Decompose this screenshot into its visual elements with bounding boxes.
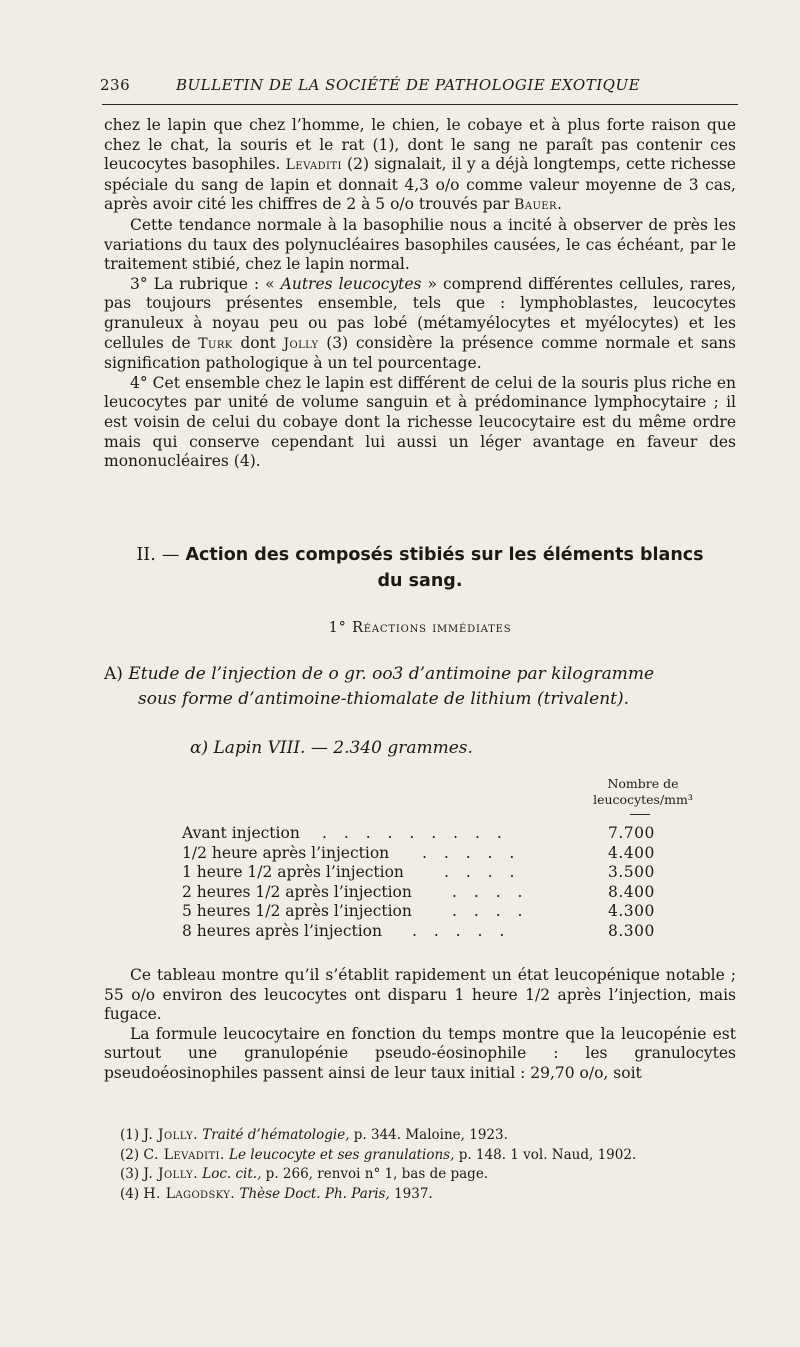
dot-leaders: . . . . .: [412, 921, 511, 940]
rabbit-heading: α) Lapin VIII. — 2.340 grammes.: [190, 738, 473, 758]
subsection-heading: [100, 620, 740, 636]
footnote: [120, 1146, 740, 1166]
footnote-details: p. 148. 1 vol. Naud, 1902.: [458, 1146, 637, 1163]
row-label: 1/2 heure après l’injection: [182, 843, 390, 862]
row-label: 8 heures après l’injection: [182, 921, 383, 940]
footnote-number: (1): [120, 1127, 140, 1143]
author-turk: Turk: [198, 335, 233, 352]
leucocyte-count: 4.300: [608, 902, 655, 921]
footnote: [120, 1165, 740, 1185]
footnote-author: H. Lagodsky.: [143, 1185, 236, 1202]
footnote-title: Traité d’hématologie,: [202, 1127, 350, 1143]
row-label: 2 heures 1/2 après l’injection: [182, 882, 412, 901]
leucocyte-count: 8.300: [608, 921, 655, 940]
footnote: [120, 1126, 740, 1146]
footnote: [120, 1185, 740, 1205]
body-text-top: [104, 116, 736, 472]
leucocyte-count: 4.400: [608, 843, 655, 862]
column-header-dash: [630, 814, 650, 815]
body-text-bottom: [104, 966, 736, 1084]
row-label: 5 heures 1/2 après l’injection: [182, 902, 412, 921]
leucocyte-count: 3.500: [608, 863, 655, 882]
subsection-title: Réactions immédiates: [352, 620, 512, 636]
dot-leaders: . . . .: [452, 902, 529, 921]
table-row: [182, 922, 682, 942]
section-title-line-1: Action des composés stibiés sur les éléments blancs: [185, 545, 704, 565]
footnote-number: (4): [120, 1185, 140, 1202]
author-levaditi: Levaditi: [285, 157, 342, 174]
footnote-title: Loc. cit.,: [202, 1166, 262, 1183]
part-a-letter: A): [104, 664, 123, 684]
table-row: [182, 863, 682, 883]
leucocyte-count: 8.400: [608, 882, 655, 901]
part-a-line-2: sous forme d’antimoine-thiomalate de lithium (trivalent).: [138, 689, 630, 709]
part-a-heading: [104, 662, 736, 712]
footnote-author: C. Levaditi.: [143, 1146, 225, 1163]
autres-leucocytes: Autres leucocytes: [280, 274, 422, 293]
dot-leaders: . . . . . . . . .: [322, 824, 508, 842]
section-number: II.: [136, 545, 156, 565]
leucocyte-count: 7.700: [608, 824, 655, 842]
rabbit-label: α) Lapin VIII.: [190, 738, 306, 758]
table-row: [182, 883, 682, 903]
dot-leaders: . . . .: [452, 882, 529, 901]
running-title: BULLETIN DE LA SOCIÉTÉ DE PATHOLOGIE EXOTIQUE: [176, 76, 641, 94]
footnote-number: (3): [120, 1166, 140, 1183]
footnote-title: Thèse Doct. Ph. Paris,: [239, 1185, 390, 1202]
dot-leaders: . . . .: [444, 863, 521, 882]
leucocyte-table: [182, 824, 682, 942]
footnote-number: (2): [120, 1146, 140, 1163]
section-title-line-2: du sang.: [377, 571, 463, 591]
footnote-details: 1937.: [394, 1185, 433, 1202]
table-row: [182, 844, 682, 864]
author-jolly: Jolly: [283, 335, 319, 352]
footnote-author: J. Jolly.: [143, 1127, 198, 1143]
footnote-details: p. 344. Maloine, 1923.: [353, 1127, 508, 1143]
subsection-number: 1°: [328, 620, 347, 636]
author-bauer: Bauer: [514, 197, 557, 214]
paragraph-6: La formule leucocytaire en fonction du temps montre que la leucopénie est surtout une granulopénie pseudo-éosinophile : les granulocytes pseudoéosinophiles passent ainsi de leur taux initial : 29,70 o/o, soit: [104, 1024, 736, 1082]
dot-leaders: . . . . .: [422, 843, 521, 862]
row-label: Avant injection: [182, 824, 300, 842]
footnote-details: p. 266, renvoi n° 1, bas de page.: [265, 1166, 489, 1183]
paragraph-1: chez le lapin que chez l’homme, le chien, le cobaye et à plus forte raison que chez le chat, la souris et le rat (1), dont le sang ne paraît pas contenir ces leucocytes basophiles. Levaditi (2) signalait, il y a déjà longtemps, cette richesse spéciale du sang de lapin et donnait 4,3 o/o comme valeur moyenne de 3 cas, après avoir cité les chiffres de 2 à 5 o/o trouvés par Bauer.: [104, 116, 736, 214]
footnote-title: Le leucocyte et ses granulations,: [229, 1146, 455, 1163]
rabbit-weight: 2.340 grammes.: [333, 738, 473, 758]
table-row: [182, 902, 682, 922]
paragraph-3: 3° La rubrique : « Autres leucocytes » comprend différentes cellules, rares, pas toujours présentes ensemble, tels que : lymphoblastes, leucocytes granuleux à noyau peu ou pas lobé (métamyélocytes et myélocytes) et les cellules de Turk dont Jolly (3) considère la présence comme normale et sans signification pathologique à un tel pourcentage.: [104, 274, 736, 373]
footnotes: [120, 1126, 740, 1204]
part-a-line-1: Etude de l’injection de o gr. oo3 d’antimoine par kilogramme: [128, 664, 655, 684]
table-column-header: Nombre de leucocytes/mm³: [593, 776, 693, 807]
row-label: 1 heure 1/2 après l’injection: [182, 863, 404, 882]
page-number: 236: [100, 76, 131, 94]
header-rule: [102, 104, 738, 105]
paragraph-4: 4° Cet ensemble chez le lapin est différent de celui de la souris plus riche en leucocytes par unité de volume sanguin et à prédominance lymphocytaire ; il est voisin de celui du cobaye dont la richesse leucocytaire est du même ordre mais qui conserve cependant lui aussi un léger avantage en faveur des mononucléaires (4).: [104, 373, 736, 471]
paragraph-2: Cette tendance normale à la basophilie nous a incité à observer de près les variations du taux des polynucléaires basophiles causées, le cas échéant, par le traitement stibié, chez le lapin normal.: [104, 215, 736, 274]
section-heading: II. — Action des composés stibiés sur les éléments blancs du sang.: [100, 542, 740, 594]
paragraph-5: Ce tableau montre qu’il s’établit rapidement un état leucopénique notable ; 55 o/o environ des leucocytes ont disparu 1 heure 1/2 après l’injection, mais fugace.: [104, 966, 736, 1024]
footnote-author: J. Jolly.: [143, 1166, 198, 1183]
table-row: [182, 824, 682, 844]
